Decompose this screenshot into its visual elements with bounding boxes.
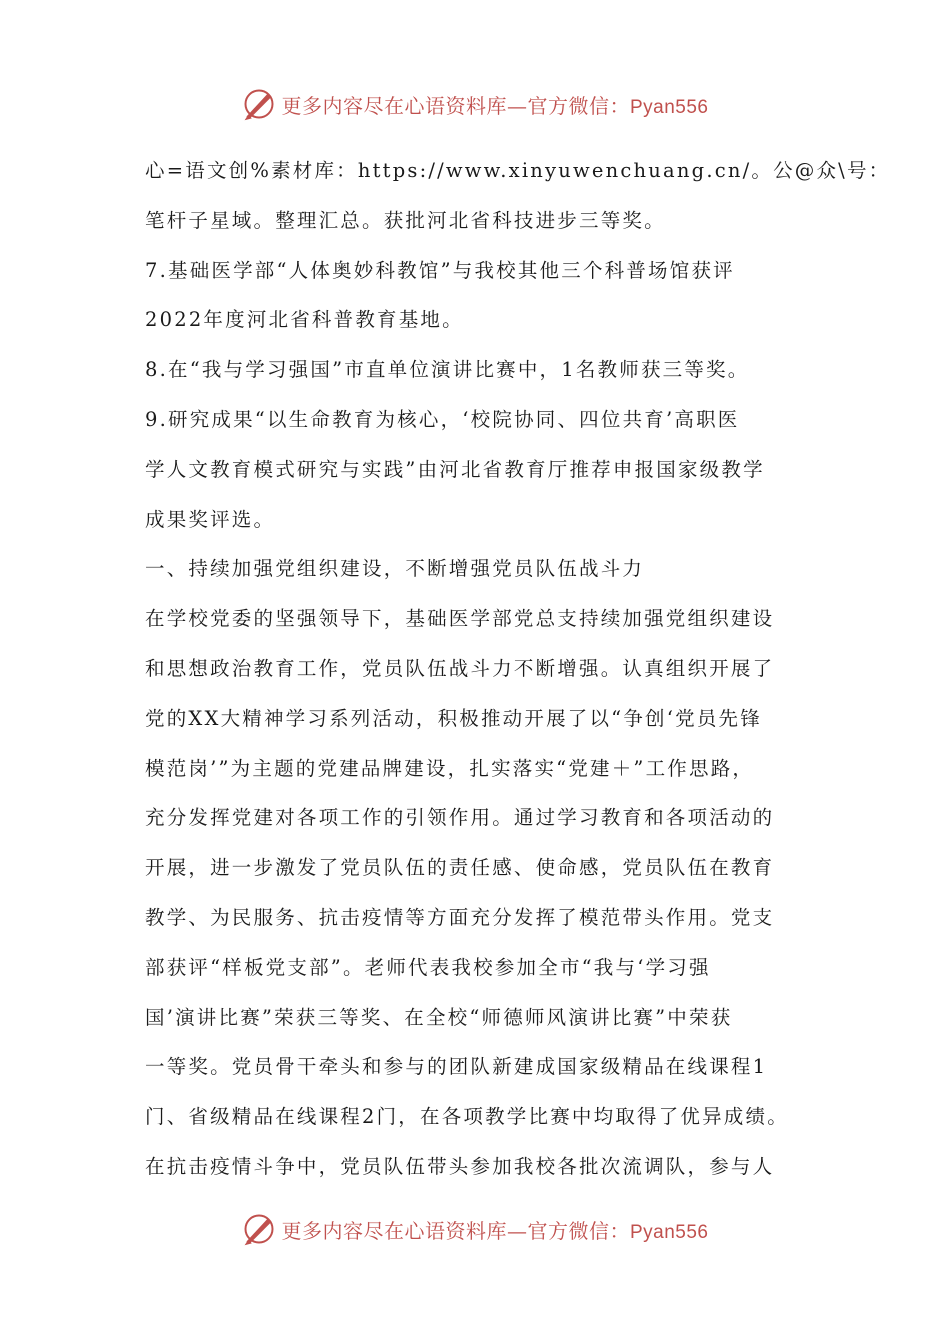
body-line: 笔杆子星域。整理汇总。获批河北省科技进步三等奖。 [145,208,666,232]
body-line: 9.研究成果“以生命教育为核心，‘校院协同、四位共育’高职医 [145,407,740,431]
wechat-id: Pyan556 [629,1221,709,1243]
body-line: 学人文教育模式研究与实践”由河北省教育厅推荐申报国家级教学 [145,457,765,481]
body-line: 和思想政治教育工作，党员队伍战斗力不断增强。认真组织开展了 [145,656,775,680]
header-watermark [0,84,950,124]
body-line: 充分发挥党建对各项工作的引领作用。通过学习教育和各项活动的 [145,806,775,830]
wechat-id: Pyan556 [629,96,709,118]
watermark-text: 更多内容尽在心语资料库—官方微信： [281,93,630,118]
document-body [145,146,891,1192]
footer-watermark [0,1209,950,1249]
body-line: 成果奖评选。 [145,507,276,531]
body-line: 部获评“样板党支部”。老师代表我校参加全市“我与‘学习强 [145,955,711,979]
body-line: 8.在“我与学习强国”市直单位演讲比赛中，1名教师获三等奖。 [145,358,750,382]
body-line: 一等奖。党员骨干牵头和参与的团队新建成国家级精品在线课程1 [145,1055,768,1079]
section-heading: 一、持续加强党组织建设，不断增强党员队伍战斗力 [145,557,645,581]
watermark-text: 更多内容尽在心语资料库—官方微信： [281,1218,630,1243]
body-line: 心=语文创%素材库：https://www.xinyuwenchuang.cn/。公@众\号： [145,159,891,182]
body-line: 模范岗’”为主题的党建品牌建设，扎实落实“党建＋”工作思路， [145,756,755,780]
pen-logo-icon [241,86,277,122]
body-line: 2022年度河北省科普教育基地。 [145,308,464,332]
body-line: 国’演讲比赛”荣获三等奖、在全校“师德师风演讲比赛”中荣获 [145,1005,733,1029]
body-line: 教学、为民服务、抗击疫情等方面充分发挥了模范带头作用。党支 [145,905,775,929]
body-line: 开展，进一步激发了党员队伍的责任感、使命感，党员队伍在教育 [145,856,775,880]
body-line: 党的XX大精神学习系列活动，积极推动开展了以“争创‘党员先锋 [145,706,762,730]
body-line: 在学校党委的坚强领导下，基础医学部党总支持续加强党组织建设 [145,607,775,631]
body-line: 7.基础医学部“人体奥妙科教馆”与我校其他三个科普场馆获评 [145,258,735,282]
body-line: 在抗击疫情斗争中，党员队伍带头参加我校各批次流调队，参与人 [145,1154,775,1178]
body-line: 门、省级精品在线课程2门，在各项教学比赛中均取得了优异成绩。 [145,1105,789,1129]
pen-logo-icon [241,1211,277,1247]
